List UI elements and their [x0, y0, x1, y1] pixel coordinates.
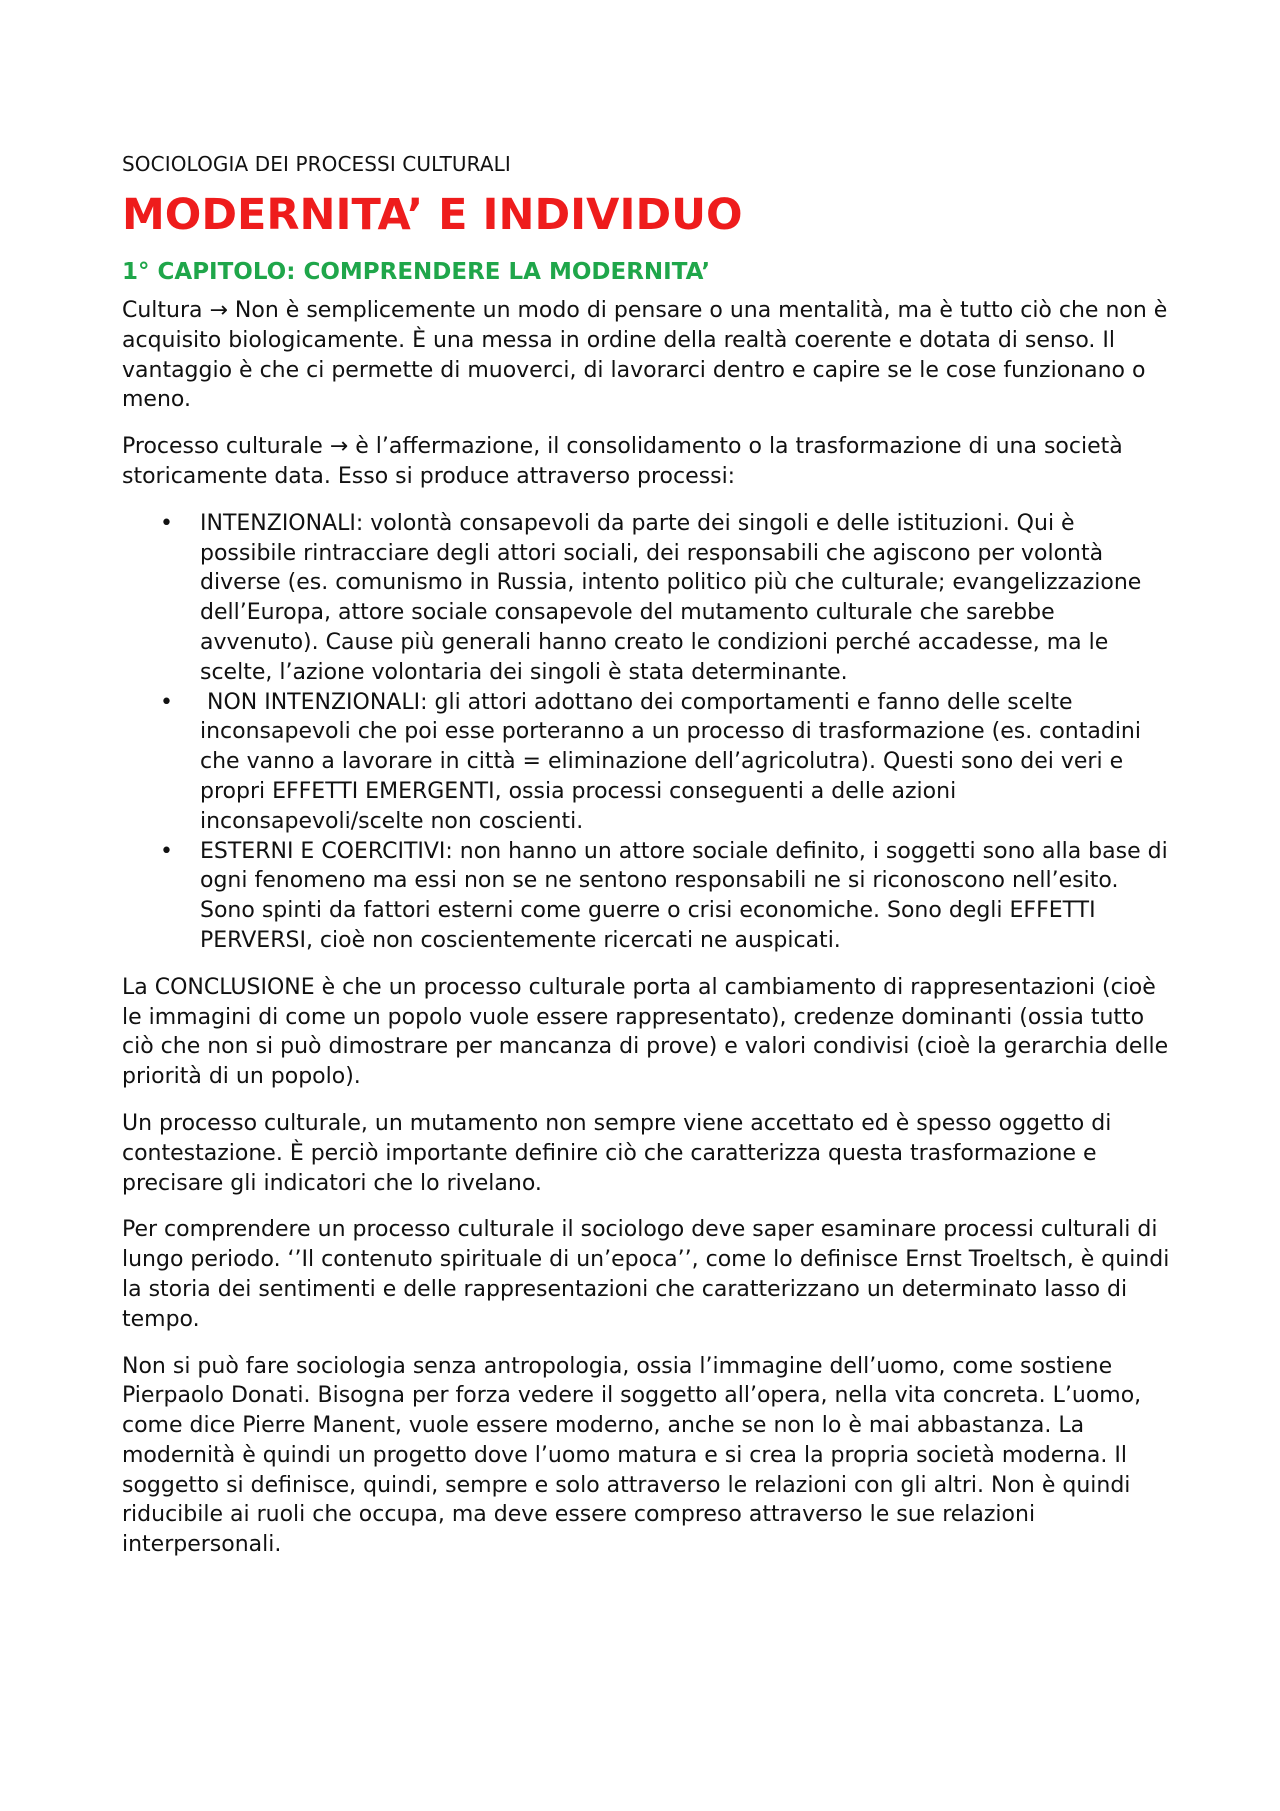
list-item-text: NON INTENZIONALI: gli attori adottano dei comportamenti e fanno delle scelte inconsapevoli che poi esse porteranno a un processo di trasformazione (es. contadini che vanno a lavorare in città = eliminazione dell’agricolutra). Questi sono dei veri e propri EFFETTI EMERGENTI, ossia processi conseguenti a delle azioni inconsapevoli/scelte non coscienti. — [200, 689, 1148, 834]
process-types-list — [122, 509, 1172, 956]
bullet-icon: • — [160, 689, 173, 715]
paragraph-mutamento: Un processo culturale, un mutamento non sempre viene accettato ed è spesso oggetto di contestazione. È perciò importante definire ciò che caratterizza questa trasformazione e precisare gli indicatori che lo rivelano. — [122, 1110, 1112, 1196]
document-title: MODERNITA’ E INDIVIDUO — [122, 190, 743, 240]
list-item-text: ESTERNI E COERCITIVI: non hanno un attore sociale definito, i soggetti sono alla base di ogni fenomeno ma essi non se ne sentono responsabili ne si riconoscono nell’esito. Sono spinti da fattori esterni come guerre o crisi economiche. Sono degli EFFETTI PERVERSI, cioè non coscientemente ricercati ne auspicati. — [200, 838, 1168, 953]
paragraph-antropologia: Non si può fare sociologia senza antropologia, ossia l’immagine dell’uomo, come sostiene Pierpaolo Donati. Bisogna per forza vedere il soggetto all’opera, nella vita concreta. L’uomo, come dice Pierre Manent, vuole essere moderno, anche se non lo è mai abbastanza. La modernità è quindi un progetto dove l’uomo matura e si crea la propria società moderna. Il soggetto si definisce, quindi, sempre e solo attraverso le relazioni con gli altri. Non è quindi riducibile ai ruoli che occupa, ma deve essere compreso attraverso le sue relazioni interpersonali. — [122, 1353, 1142, 1558]
list-item-text: INTENZIONALI: volontà consapevoli da parte dei singoli e delle istituzioni. Qui è possibile rintracciare degli attori sociali, dei responsabili che agiscono per volontà diverse (es. comunismo in Russia, intento politico più che culturale; evangelizzazione dell’Europa, attore sociale consapevole del mutamento culturale che sarebbe avvenuto). Cause più generali hanno creato le condizioni perché accadesse, ma le scelte, l’azione volontaria dei singoli è stata determinante. — [200, 510, 1142, 685]
course-name: SOCIOLOGIA DEI PROCESSI CULTURALI — [122, 152, 511, 176]
paragraph-processo-culturale: Processo culturale → è l’affermazione, il consolidamento o la trasformazione di una società storicamente data. Esso si produce attraverso processi: — [122, 434, 1123, 489]
bullet-icon: • — [160, 838, 173, 864]
list-item-intenzionali — [122, 509, 1172, 688]
list-item-non-intenzionali — [122, 688, 1172, 837]
bullet-icon: • — [160, 510, 173, 536]
paragraph-conclusione: La CONCLUSIONE è che un processo culturale porta al cambiamento di rappresentazioni (cioè le immagini di come un popolo vuole essere rappresentato), credenze dominanti (ossia tutto ciò che non si può dimostrare per mancanza di prove) e valori condivisi (cioè la gerarchia delle priorità di un popolo). — [122, 974, 1169, 1090]
document-page — [122, 150, 1172, 1577]
chapter-heading: 1° CAPITOLO: COMPRENDERE LA MODERNITA’ — [122, 259, 711, 285]
list-item-esterni-coercitivi — [122, 837, 1172, 956]
paragraph-lungo-periodo: Per comprendere un processo culturale il sociologo deve saper esaminare processi culturali di lungo periodo. ‘’Il contenuto spirituale di un’epoca’’, come lo definisce Ernst Troeltsch, è quindi la storia dei sentimenti e delle rappresentazioni che caratterizzano un determinato lasso di tempo. — [122, 1217, 1170, 1332]
paragraph-cultura: Cultura → Non è semplicemente un modo di pensare o una mentalità, ma è tutto ciò che non è acquisito biologicamente. È una messa in ordine della realtà coerente e dotata di senso. Il vantaggio è che ci permette di muoverci, di lavorarci dentro e capire se le cose funzionano o meno. — [122, 298, 1168, 413]
